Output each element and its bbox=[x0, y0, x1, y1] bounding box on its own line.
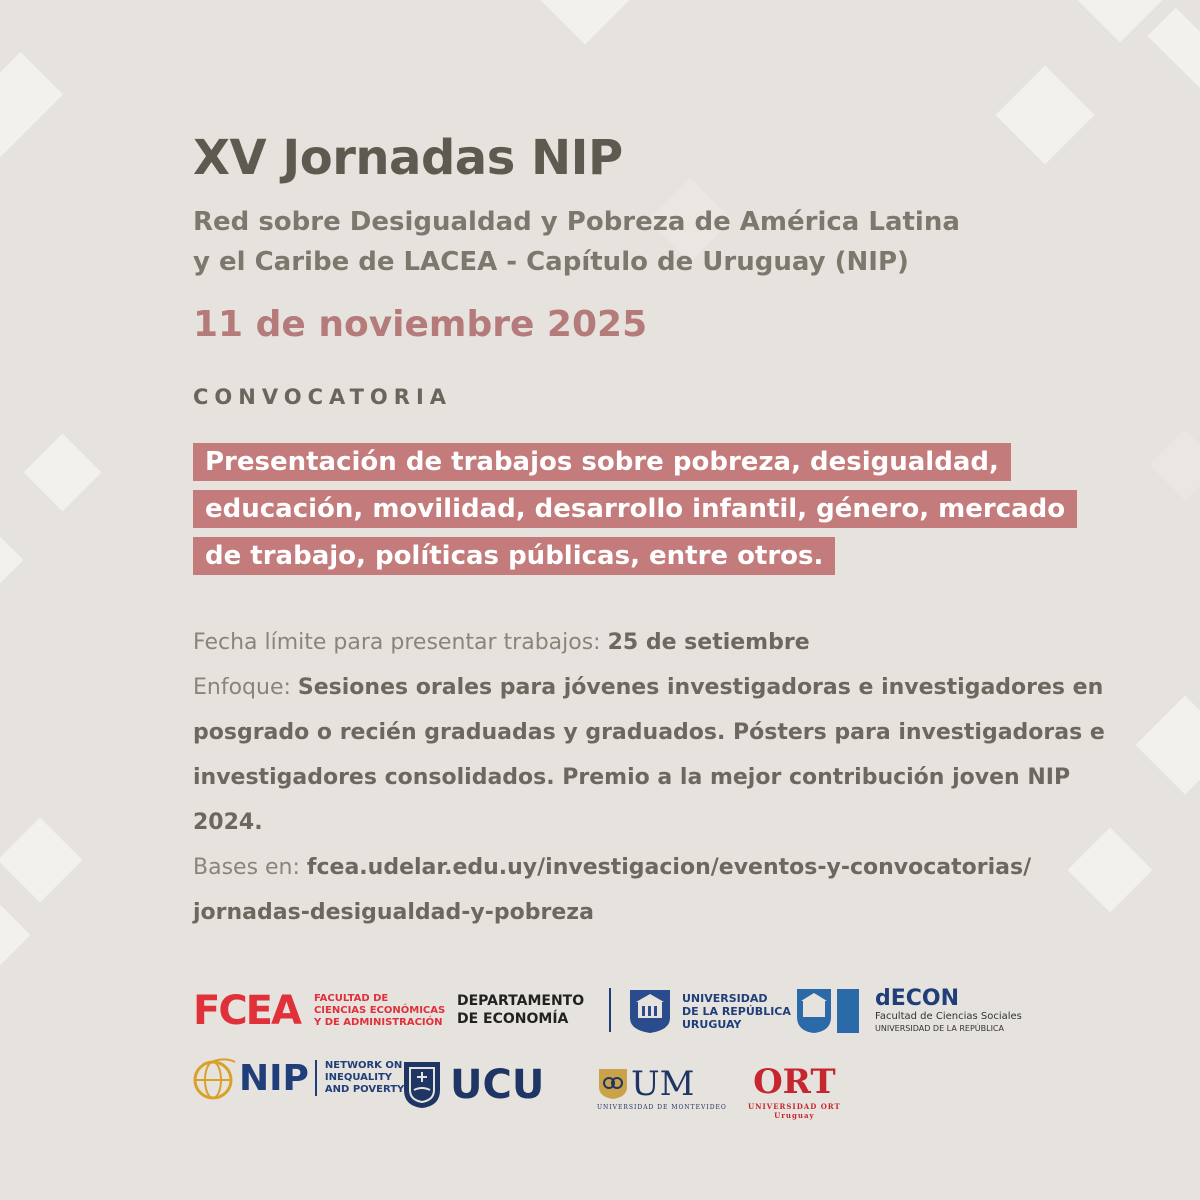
decorative-diamond bbox=[0, 900, 30, 971]
decorative-diamond bbox=[1148, 8, 1200, 93]
ort-line: Uruguay bbox=[774, 1111, 815, 1120]
nip-wordmark: NIP bbox=[239, 1057, 309, 1099]
decon-seal-icon bbox=[795, 987, 865, 1035]
ucu-shield-icon bbox=[402, 1060, 442, 1110]
subtitle-line: Red sobre Desigualdad y Pobreza de América Latina bbox=[193, 207, 960, 237]
page-title: XV Jornadas NIP bbox=[193, 130, 623, 186]
subtitle bbox=[193, 202, 1133, 282]
call-label: CONVOCATORIA bbox=[193, 385, 453, 409]
fcea-line: CIENCIAS ECONÓMICAS bbox=[313, 1005, 446, 1016]
subtitle-line: y el Caribe de LACEA - Capítulo de Uruguay (NIP) bbox=[193, 247, 909, 277]
focus-label: Enfoque: bbox=[193, 675, 298, 700]
bases-row bbox=[193, 845, 1133, 935]
decorative-diamond bbox=[0, 532, 23, 589]
dept-line: DEPARTAMENTO bbox=[457, 993, 585, 1009]
nip-logo bbox=[193, 1056, 404, 1100]
decon-logo bbox=[795, 986, 1022, 1035]
nip-line: INEQUALITY bbox=[324, 1072, 393, 1083]
udelar-line: URUGUAY bbox=[682, 1017, 742, 1031]
highlight-line: de trabajo, políticas públicas, entre otros. bbox=[193, 537, 835, 575]
decon-wordmark: dECON bbox=[875, 986, 960, 1011]
globe-icon bbox=[193, 1056, 237, 1100]
fcea-logo bbox=[193, 988, 445, 1034]
ort-wordmark: ORT bbox=[753, 1062, 836, 1102]
nip-line: AND POVERTY bbox=[324, 1084, 405, 1095]
focus-value: Sesiones orales para jóvenes investigadoras e investigadores en posgrado o recién graduadas y graduados. Pósters para investigadoras e investigadores consolidados. Premio a la mejor contribución joven NIP 2024. bbox=[193, 675, 1105, 835]
udelar-seal-icon bbox=[628, 988, 672, 1034]
decorative-diamond bbox=[24, 434, 102, 512]
decorative-diamond bbox=[1136, 696, 1200, 795]
deadline-label: Fecha límite para presentar trabajos: bbox=[193, 630, 608, 655]
um-subtitle: UNIVERSIDAD DE MONTEVIDEO bbox=[597, 1104, 727, 1111]
fcea-wordmark: FCEA bbox=[193, 988, 300, 1034]
udelar-logo bbox=[628, 988, 791, 1034]
decon-line: UNIVERSIDAD DE LA REPÚBLICA bbox=[875, 1024, 1004, 1033]
decorative-diamond bbox=[0, 818, 82, 903]
fcea-line: Y DE ADMINISTRACIÓN bbox=[313, 1017, 443, 1028]
main-content bbox=[193, 130, 1133, 935]
nip-line: NETWORK ON bbox=[324, 1060, 403, 1071]
decon-line: Facultad de Ciencias Sociales bbox=[875, 1011, 1022, 1022]
um-wordmark: UM bbox=[631, 1064, 695, 1104]
logo-divider bbox=[609, 988, 611, 1032]
highlight-line: Presentación de trabajos sobre pobreza, desigualdad, bbox=[193, 443, 1011, 481]
udelar-line: DE LA REPÚBLICA bbox=[682, 1004, 791, 1018]
udelar-line: UNIVERSIDAD bbox=[682, 991, 768, 1005]
bases-label: Bases en: bbox=[193, 855, 307, 880]
bases-link[interactable]: jornadas-desigualdad-y-pobreza bbox=[193, 900, 594, 925]
fcea-line: FACULTAD DE bbox=[313, 993, 389, 1004]
ucu-logo bbox=[402, 1060, 544, 1110]
dept-line: DE ECONOMÍA bbox=[457, 1011, 569, 1027]
decorative-diamond bbox=[536, 0, 635, 44]
highlight-line: educación, movilidad, desarrollo infantil, género, mercado bbox=[193, 490, 1077, 528]
highlight-block bbox=[193, 439, 1133, 580]
details-block bbox=[193, 620, 1133, 935]
bases-link[interactable]: fcea.udelar.edu.uy/investigacion/eventos-y-convocatorias/ bbox=[306, 855, 1032, 880]
decorative-diamond bbox=[1150, 430, 1200, 501]
focus-row bbox=[193, 665, 1133, 845]
deadline-row bbox=[193, 620, 1133, 665]
event-date: 11 de noviembre 2025 bbox=[193, 304, 648, 345]
ort-line: UNIVERSIDAD ORT bbox=[748, 1102, 841, 1111]
um-logo bbox=[597, 1064, 727, 1111]
deadline-value: 25 de setiembre bbox=[607, 630, 810, 655]
decorative-diamond bbox=[0, 52, 63, 158]
ort-logo bbox=[748, 1062, 841, 1120]
dept-economia-logo bbox=[457, 992, 584, 1028]
ucu-wordmark: UCU bbox=[450, 1062, 545, 1108]
um-crest-icon bbox=[597, 1067, 629, 1101]
